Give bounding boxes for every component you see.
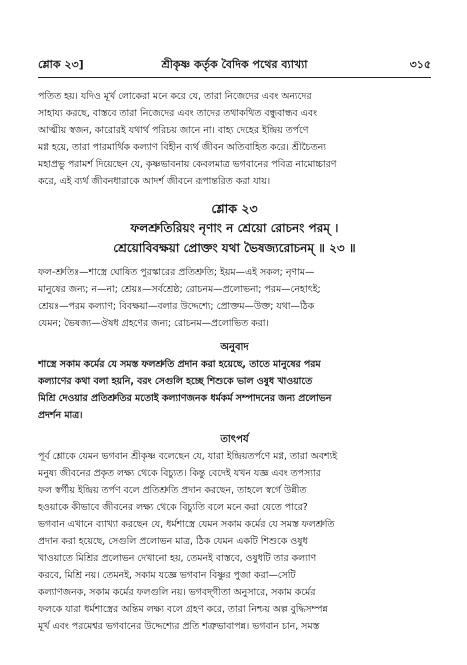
- text-line: কল্যাণজনক, সকাম কর্মের ফলগুলি নয়। ভগবদ্‌গীতা অনুসারে, সকাম কর্মের: [38, 587, 316, 598]
- text-line: প্রদর্শন মাত্র।: [38, 410, 83, 421]
- text-line: মিশ্রি দেওয়ার প্রতিশ্রুতির মতোই কল্যাণজনক ধর্মকর্ম সম্পাদনের জন্য প্রলোভন: [38, 393, 332, 404]
- translation-heading: অনুবাদ: [220, 342, 249, 353]
- text-line: মনুষ্য জীবনের প্রকৃত লক্ষ্য থেকে বিচ্যুত। কিন্তু বেদেই যখন যজ্ঞ এবং তপস্যার: [38, 468, 321, 479]
- text-line: সাহায্য করছে, বাস্তবে তারা নিজেদের এবং তাদের তথাকথিত বন্ধুবান্ধব এবং: [38, 108, 317, 119]
- page-body: [38, 88, 431, 635]
- text-line: শাস্ত্রে সকাম কর্মের যে সমস্ত ফলশ্রুতি প্রদান করা হয়েছে, তাতে মানুষের পরম: [38, 359, 321, 370]
- verse-title: শ্লোক ২৩: [211, 201, 258, 216]
- text-line: ফল স্বর্গীয় ইন্দ্রিয় তর্পণ বলে প্রতিশ্রুতি প্রদান করছেন, তাহলে স্বর্গে উন্নীত: [38, 485, 307, 496]
- text-line: ভগবান এখানে ব্যাখ্যা করছেন যে, ধর্মশাস্ত্রে যেমন সকাম কর্মের যে সমস্ত ফলশ্রুতি: [38, 519, 335, 530]
- text-line: খাওয়াতে মিশ্রির প্রলোভন দেখানো হয়, তেমনই বাস্তবে, ওষুধটি তার কল্যাণ: [38, 553, 317, 564]
- text-line: আত্মীয় স্বজন, কারোরই যথার্থ পরিচয় জানে না। বাহ্য দেহের ইন্দ্রিয় তর্পণে: [38, 125, 309, 136]
- purport-heading: তাৎপর্য: [220, 434, 249, 445]
- text-line: মহাপ্রভু পরামর্শ দিয়েছেন যে, কৃষ্ণভাবনায় কেবলমাত্র ভগবানের পবিত্র নামোচ্চারণ: [38, 159, 337, 170]
- text-line: প্রদান করা হয়েছে, সেগুলি প্রলোভন মাত্র, ঠিক যেমন একটি শিশুকে ওষুধ: [38, 536, 308, 547]
- verse-line: শ্রেয়োবিবক্ষয়া প্রোক্তং যথা ভৈষজ্যরোচনম্‌ ॥ ২৩ ॥: [113, 241, 356, 255]
- text-line: শ্রেয়ঃ—পরম কল্যাণ; বিবক্ষয়া—বলার উদ্দেশ্যে; প্রোক্তম—উক্ত; যথা—ঠিক: [38, 301, 315, 312]
- text-line: কল্যাণের কথা বলা হয়নি, বরং সেগুলি হচ্ছে শিশুকে ভাল ওষুধ খাওয়াতে: [38, 376, 313, 387]
- text-line: ফল-শ্রুতিঃ—শাস্ত্রে ঘোষিত পুরস্কারের প্রতিশ্রুতি; ইয়ম—এই সকল; নৃণাম—: [38, 267, 315, 278]
- text-line: মূর্খ এবং পরমেশ্বর ভগবানের উদ্দেশ্যের প্রতি শত্রুভাবাপন্ন। ভগবান চান, সমস্ত: [38, 621, 320, 632]
- purport: [38, 448, 431, 635]
- text-line: মগ্ন হয়ে, তারা পারমার্থিক কল্যাণ বিহীন ব্যর্থ জীবন অতিবাহিত করে। শ্রীচৈতন্য: [38, 142, 326, 153]
- text-line: হওয়াকে কীভাবে জীবনের লক্ষ্য থেকে বিচ্যুতি বলে মনে করা যেতে পারে?: [38, 502, 308, 513]
- header-rule: [38, 77, 431, 78]
- verse-block: [38, 218, 431, 258]
- verse-line: ফলশ্রুতিরিয়ং নৃণাং ন শ্রেয়ো রোচনং পরম্‌ ।: [130, 221, 339, 235]
- text-line: পূর্ব শ্লোকে যেমন ভগবান শ্রীকৃষ্ণ বলেছেন যে, যারা ইন্দ্রিয়তর্পণে মগ্ন, তারা অবশ্যই: [38, 451, 338, 462]
- intro-paragraph: [38, 88, 431, 190]
- verse-reference: শ্লোক ২৩]: [38, 58, 84, 71]
- chapter-title: শ্রীকৃষ্ণ কর্তৃক বৈদিক পথের ব্যাখ্যা: [161, 58, 308, 71]
- text-line: ফলকে যারা ধর্মশাস্ত্রের অন্তিম লক্ষ্য বলে গ্রহণ করে, তারা নিশ্চয় অল্প বুদ্ধিসম্পন্ন: [38, 604, 328, 615]
- text-line: পতিত হয়। যদিও মূর্খ লোকেরা মনে করে যে, তারা নিজেদের এবং অন্যদের: [38, 91, 312, 102]
- page-number: ৩১৫: [409, 58, 431, 71]
- text-line: যেমন; ভৈষজ্য—ঔষধ গ্রহণের জন্য; রোচনম—প্রলোভিত করা।: [38, 318, 269, 329]
- translation: [38, 356, 431, 424]
- text-line: করে, এই ব্যর্থ জীবনধারাকে আদর্শ জীবনে রূপান্তরিত করা যায়।: [38, 176, 271, 187]
- page-header: [38, 56, 431, 74]
- text-line: করবে, মিশ্রি নয়। তেমনই, সকাম যজ্ঞে ভগবান বিষ্ণুর পুজা করা—সেটি: [38, 570, 296, 581]
- text-line: মানুষের জন্য; ন—না; শ্রেয়ঃ—সর্বশ্রেষ্ঠ; রোচনম—প্রলোভনা; পরম—নেহাৎই;: [38, 284, 321, 295]
- synonyms: [38, 264, 431, 332]
